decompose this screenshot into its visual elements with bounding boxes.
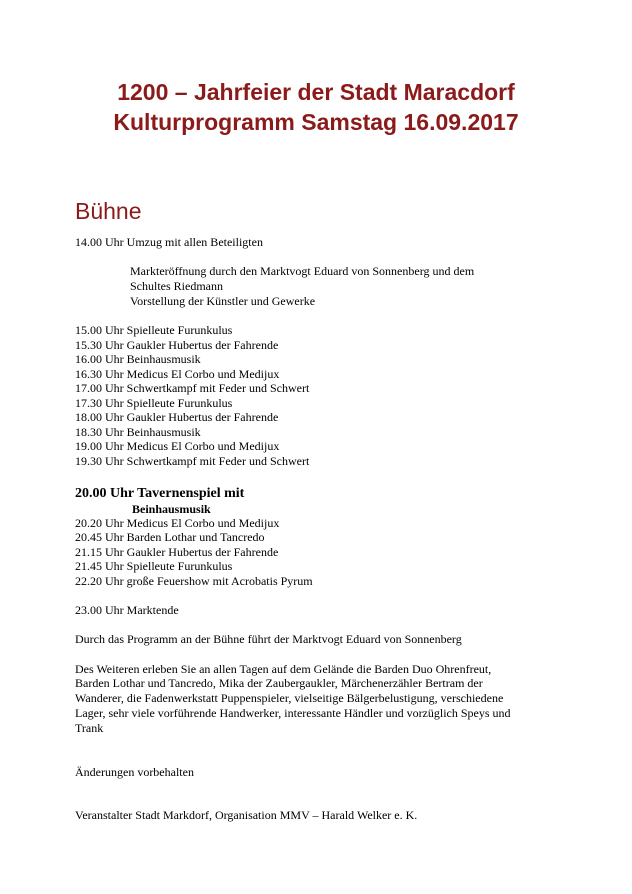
organizer-line: Veranstalter Stadt Markdorf, Organisation MMV – Harald Welker e. K. [75, 808, 418, 822]
schedule-line: 20.20 Uhr Medicus El Corbo und Medijux [75, 516, 280, 530]
indented-line: Vorstellung der Künstler und Gewerke [130, 294, 316, 308]
highlight-subline: Beinhausmusik [132, 502, 211, 516]
schedule-line: 19.30 Uhr Schwertkampf mit Feder und Schwert [75, 454, 310, 468]
schedule-line: 18.00 Uhr Gaukler Hubertus der Fahrende [75, 410, 279, 424]
schedule-line: 21.15 Uhr Gaukler Hubertus der Fahrende [75, 545, 279, 559]
schedule-line: 21.45 Uhr Spielleute Furunkulus [75, 559, 233, 573]
title-line-1: 1200 – Jahrfeier der Stadt Maracdorf [117, 79, 515, 105]
host-note: Durch das Programm an der Bühne führt der Marktvogt Eduard von Sonnenberg [75, 632, 462, 646]
disclaimer: Änderungen vorbehalten [75, 765, 194, 779]
indented-line: Schultes Riedmann [130, 279, 223, 293]
schedule-line: 19.00 Uhr Medicus El Corbo und Medijux [75, 439, 280, 453]
schedule-line: 17.30 Uhr Spielleute Furunkulus [75, 396, 233, 410]
paragraph-line: Lager, sehr viele vorführende Handwerker, interessante Händler und vorzüglich Speys und [75, 706, 511, 720]
paragraph-line: Trank [75, 721, 104, 735]
title-line-2: Kulturprogramm Samstag 16.09.2017 [113, 109, 519, 135]
schedule-line: 17.00 Uhr Schwertkampf mit Feder und Schwert [75, 381, 310, 395]
schedule-line: 15.30 Uhr Gaukler Hubertus der Fahrende [75, 338, 279, 352]
end-line: 23.00 Uhr Marktende [75, 603, 179, 617]
highlight-line: 20.00 Uhr Tavernenspiel mit [75, 486, 245, 501]
paragraph-line: Wanderer, die Fadenwerkstatt Puppenspieler, vielseitige Bälgerbelustigung, verschiedene [75, 691, 504, 705]
schedule-line: 18.30 Uhr Beinhausmusik [75, 425, 201, 439]
schedule-line: 16.30 Uhr Medicus El Corbo und Medijux [75, 367, 280, 381]
schedule-line: 16.00 Uhr Beinhausmusik [75, 352, 201, 366]
section-heading: Bühne [75, 198, 142, 224]
schedule-line: 22.20 Uhr große Feuershow mit Acrobatis Pyrum [75, 574, 313, 588]
paragraph-line: Barden Lothar und Tancredo, Mika der Zaubergaukler, Märchenerzähler Bertram der [75, 676, 483, 690]
indented-line: Markteröffnung durch den Marktvogt Eduard von Sonnenberg und dem [130, 264, 475, 278]
opening-line: 14.00 Uhr Umzug mit allen Beteiligten [75, 235, 263, 249]
schedule-line: 20.45 Uhr Barden Lothar und Tancredo [75, 530, 265, 544]
paragraph-line: Des Weiteren erleben Sie an allen Tagen auf dem Gelände die Barden Duo Ohrenfreut, [75, 662, 492, 676]
schedule-line: 15.00 Uhr Spielleute Furunkulus [75, 323, 233, 337]
